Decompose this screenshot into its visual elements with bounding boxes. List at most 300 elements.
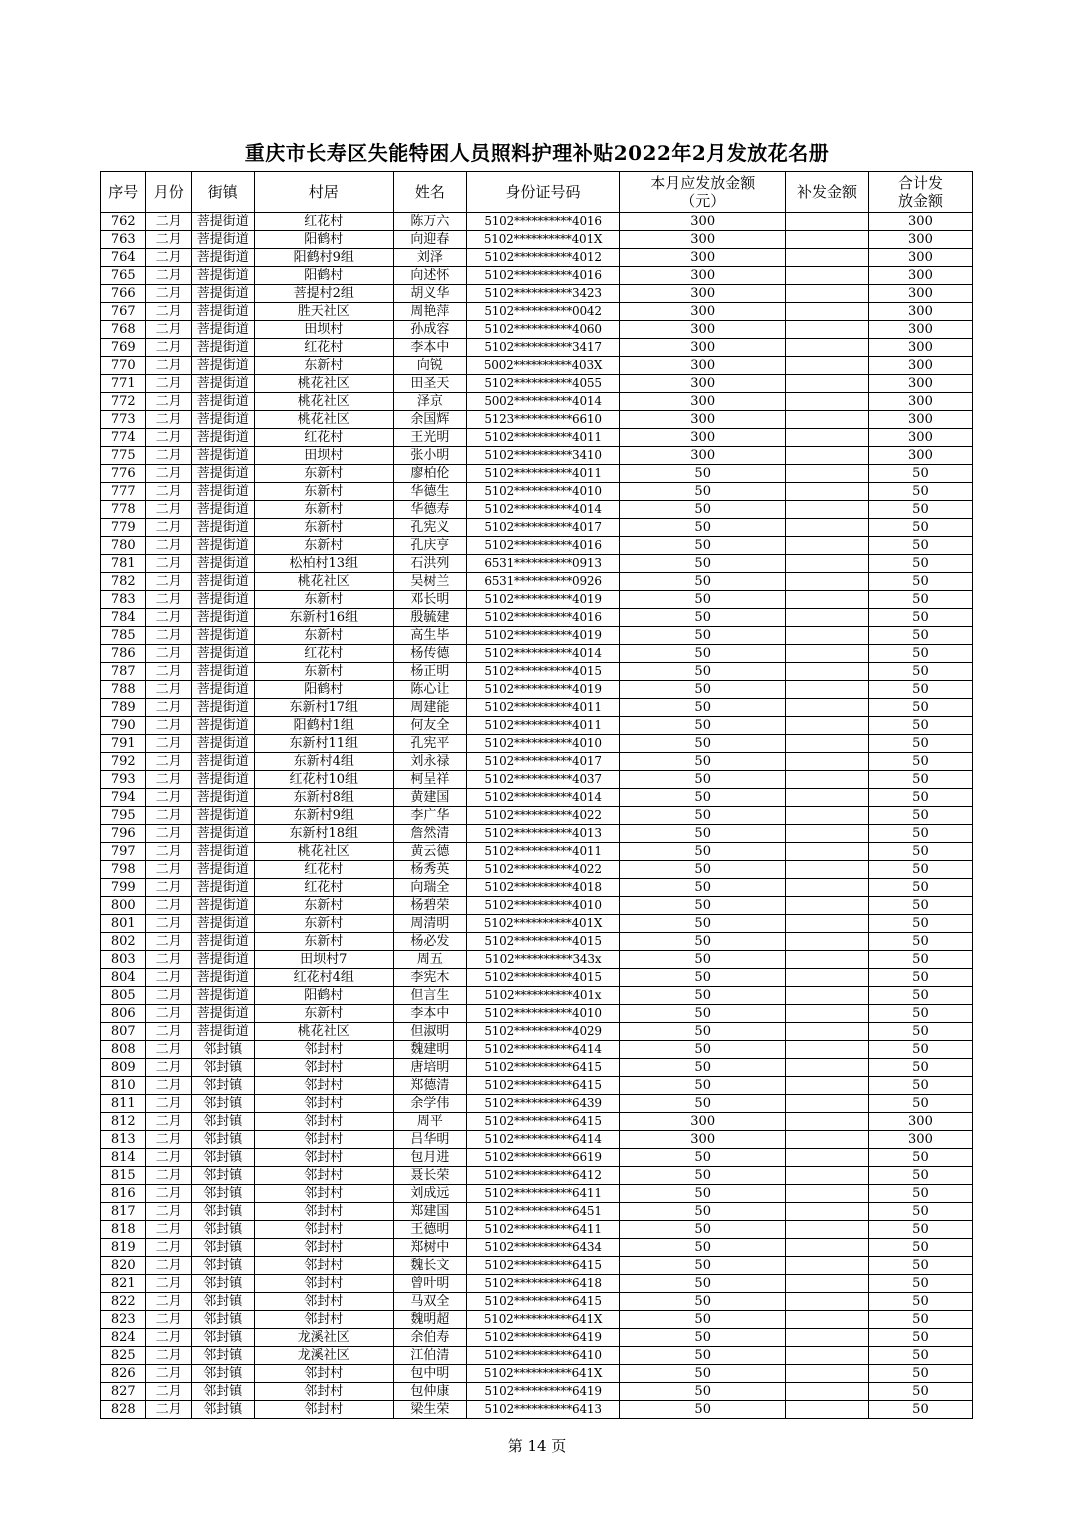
village-cell: 东新村 (254, 501, 393, 519)
name-cell: 胡义华 (394, 285, 467, 303)
total-amount-cell: 50 (868, 987, 972, 1005)
table-row (101, 1347, 973, 1365)
monthly-amount-cell: 50 (620, 483, 786, 501)
month-cell: 二月 (146, 465, 191, 483)
supplement-cell (786, 699, 869, 717)
supplement-cell (786, 213, 869, 231)
monthly-amount-cell: 50 (620, 537, 786, 555)
table-row (101, 807, 973, 825)
monthly-amount-cell: 50 (620, 1329, 786, 1347)
supplement-cell (786, 969, 869, 987)
village-cell: 东新村11组 (254, 735, 393, 753)
serial-cell: 799 (101, 879, 146, 897)
id-number-cell: 5102**********641X (466, 1311, 620, 1329)
table-row (101, 1275, 973, 1293)
table-row (101, 1095, 973, 1113)
village-cell: 阳鹤村9组 (254, 249, 393, 267)
serial-cell: 809 (101, 1059, 146, 1077)
total-amount-cell: 300 (868, 447, 972, 465)
month-cell: 二月 (146, 1041, 191, 1059)
serial-cell: 790 (101, 717, 146, 735)
monthly-amount-cell: 50 (620, 879, 786, 897)
street-cell: 邻封镇 (191, 1131, 254, 1149)
name-cell: 刘永禄 (394, 753, 467, 771)
village-cell: 邻封村 (254, 1113, 393, 1131)
village-cell: 桃花社区 (254, 393, 393, 411)
column-header-name: 姓名 (394, 172, 467, 213)
serial-cell: 824 (101, 1329, 146, 1347)
street-cell: 菩提街道 (191, 951, 254, 969)
monthly-amount-cell: 50 (620, 1149, 786, 1167)
village-cell: 东新村17组 (254, 699, 393, 717)
street-cell: 菩提街道 (191, 609, 254, 627)
village-cell: 东新村 (254, 1005, 393, 1023)
name-cell: 张小明 (394, 447, 467, 465)
street-cell: 菩提街道 (191, 933, 254, 951)
month-cell: 二月 (146, 303, 191, 321)
month-cell: 二月 (146, 825, 191, 843)
village-cell: 邻封村 (254, 1203, 393, 1221)
name-cell: 廖柏伦 (394, 465, 467, 483)
street-cell: 菩提街道 (191, 321, 254, 339)
monthly-amount-cell: 50 (620, 645, 786, 663)
street-cell: 邻封镇 (191, 1347, 254, 1365)
table-row (101, 1131, 973, 1149)
supplement-cell (786, 321, 869, 339)
monthly-amount-cell: 50 (620, 1383, 786, 1401)
supplement-cell (786, 861, 869, 879)
table-row (101, 663, 973, 681)
month-cell: 二月 (146, 753, 191, 771)
serial-cell: 776 (101, 465, 146, 483)
table-row (101, 1077, 973, 1095)
supplement-cell (786, 1365, 869, 1383)
table-row (101, 411, 973, 429)
name-cell: 李宪木 (394, 969, 467, 987)
serial-cell: 772 (101, 393, 146, 411)
id-number-cell: 5002**********403X (466, 357, 620, 375)
serial-cell: 791 (101, 735, 146, 753)
serial-cell: 794 (101, 789, 146, 807)
total-amount-cell: 50 (868, 1401, 972, 1419)
total-amount-cell: 300 (868, 1131, 972, 1149)
supplement-cell (786, 1185, 869, 1203)
supplement-cell (786, 591, 869, 609)
total-amount-cell: 50 (868, 537, 972, 555)
monthly-amount-cell: 50 (620, 717, 786, 735)
id-number-cell: 5102**********4014 (466, 501, 620, 519)
column-header-village: 村居 (254, 172, 393, 213)
street-cell: 菩提街道 (191, 483, 254, 501)
serial-cell: 782 (101, 573, 146, 591)
supplement-cell (786, 645, 869, 663)
name-cell: 孔宪平 (394, 735, 467, 753)
total-amount-cell: 50 (868, 609, 972, 627)
total-amount-cell: 50 (868, 1059, 972, 1077)
table-row (101, 1221, 973, 1239)
serial-cell: 775 (101, 447, 146, 465)
village-cell: 东新村18组 (254, 825, 393, 843)
total-amount-cell: 50 (868, 969, 972, 987)
serial-cell: 764 (101, 249, 146, 267)
monthly-amount-cell: 50 (620, 807, 786, 825)
serial-cell: 762 (101, 213, 146, 231)
village-cell: 东新村 (254, 627, 393, 645)
month-cell: 二月 (146, 1131, 191, 1149)
id-number-cell: 5102**********6419 (466, 1383, 620, 1401)
id-number-cell: 5102**********4017 (466, 519, 620, 537)
table-row (101, 843, 973, 861)
street-cell: 邻封镇 (191, 1167, 254, 1185)
village-cell: 东新村8组 (254, 789, 393, 807)
supplement-cell (786, 267, 869, 285)
serial-cell: 796 (101, 825, 146, 843)
id-number-cell: 5102**********4010 (466, 735, 620, 753)
serial-cell: 774 (101, 429, 146, 447)
serial-cell: 816 (101, 1185, 146, 1203)
name-cell: 郑德清 (394, 1077, 467, 1095)
id-number-cell: 5102**********6410 (466, 1347, 620, 1365)
table-row (101, 303, 973, 321)
total-amount-cell: 50 (868, 1329, 972, 1347)
month-cell: 二月 (146, 789, 191, 807)
serial-cell: 817 (101, 1203, 146, 1221)
total-amount-cell: 50 (868, 1005, 972, 1023)
village-cell: 东新村 (254, 483, 393, 501)
id-number-cell: 5102**********4016 (466, 609, 620, 627)
supplement-cell (786, 1149, 869, 1167)
monthly-amount-cell: 50 (620, 591, 786, 609)
total-amount-cell: 300 (868, 393, 972, 411)
street-cell: 菩提街道 (191, 501, 254, 519)
name-cell: 但淑明 (394, 1023, 467, 1041)
village-cell: 邻封村 (254, 1239, 393, 1257)
table-row (101, 591, 973, 609)
month-cell: 二月 (146, 285, 191, 303)
table-row (101, 771, 973, 789)
serial-cell: 783 (101, 591, 146, 609)
id-number-cell: 5102**********4011 (466, 843, 620, 861)
column-header-monthly-amount: 本月应发放金额（元） (620, 172, 786, 213)
id-number-cell: 5102**********3423 (466, 285, 620, 303)
street-cell: 菩提街道 (191, 915, 254, 933)
month-cell: 二月 (146, 357, 191, 375)
supplement-cell (786, 573, 869, 591)
name-cell: 梁生荣 (394, 1401, 467, 1419)
total-amount-cell: 300 (868, 1113, 972, 1131)
village-cell: 邻封村 (254, 1275, 393, 1293)
month-cell: 二月 (146, 1257, 191, 1275)
supplement-cell (786, 771, 869, 789)
monthly-amount-cell: 50 (620, 609, 786, 627)
id-number-cell: 5102**********4019 (466, 627, 620, 645)
total-amount-cell: 50 (868, 1077, 972, 1095)
supplement-cell (786, 933, 869, 951)
village-cell: 邻封村 (254, 1131, 393, 1149)
name-cell: 唐培明 (394, 1059, 467, 1077)
serial-cell: 784 (101, 609, 146, 627)
total-amount-cell: 300 (868, 231, 972, 249)
village-cell: 东新村16组 (254, 609, 393, 627)
id-number-cell: 5102**********4011 (466, 699, 620, 717)
village-cell: 邻封村 (254, 1167, 393, 1185)
column-header-total-amount: 合计发放金额 (868, 172, 972, 213)
serial-cell: 778 (101, 501, 146, 519)
id-number-cell: 5102**********6415 (466, 1077, 620, 1095)
id-number-cell: 5102**********6414 (466, 1131, 620, 1149)
street-cell: 邻封镇 (191, 1311, 254, 1329)
total-amount-cell: 50 (868, 573, 972, 591)
month-cell: 二月 (146, 933, 191, 951)
month-cell: 二月 (146, 213, 191, 231)
total-amount-cell: 300 (868, 339, 972, 357)
village-cell: 东新村 (254, 465, 393, 483)
supplement-cell (786, 249, 869, 267)
monthly-amount-cell: 300 (620, 375, 786, 393)
table-row (101, 825, 973, 843)
id-number-cell: 5102**********6415 (466, 1113, 620, 1131)
monthly-amount-cell: 50 (620, 663, 786, 681)
supplement-cell (786, 1401, 869, 1419)
supplement-cell (786, 1059, 869, 1077)
name-cell: 聂长荣 (394, 1167, 467, 1185)
serial-cell: 812 (101, 1113, 146, 1131)
village-cell: 胜天社区 (254, 303, 393, 321)
village-cell: 东新村 (254, 933, 393, 951)
supplement-cell (786, 663, 869, 681)
table-row (101, 735, 973, 753)
total-amount-cell: 300 (868, 357, 972, 375)
name-cell: 向述怀 (394, 267, 467, 285)
monthly-amount-cell: 300 (620, 285, 786, 303)
total-amount-cell: 50 (868, 1365, 972, 1383)
table-row (101, 249, 973, 267)
name-cell: 向锐 (394, 357, 467, 375)
serial-cell: 763 (101, 231, 146, 249)
serial-cell: 828 (101, 1401, 146, 1419)
monthly-amount-cell: 300 (620, 1131, 786, 1149)
id-number-cell: 5102**********4016 (466, 267, 620, 285)
supplement-cell (786, 609, 869, 627)
supplement-cell (786, 375, 869, 393)
month-cell: 二月 (146, 429, 191, 447)
table-body (101, 213, 973, 1419)
total-amount-cell: 50 (868, 771, 972, 789)
month-cell: 二月 (146, 411, 191, 429)
total-amount-cell: 50 (868, 501, 972, 519)
month-cell: 二月 (146, 501, 191, 519)
serial-cell: 773 (101, 411, 146, 429)
table-row (101, 789, 973, 807)
month-cell: 二月 (146, 897, 191, 915)
street-cell: 邻封镇 (191, 1401, 254, 1419)
supplement-cell (786, 555, 869, 573)
table-row (101, 393, 973, 411)
serial-cell: 780 (101, 537, 146, 555)
total-amount-cell: 50 (868, 663, 972, 681)
name-cell: 周五 (394, 951, 467, 969)
supplement-cell (786, 735, 869, 753)
table-row (101, 555, 973, 573)
total-amount-cell: 50 (868, 519, 972, 537)
monthly-amount-cell: 50 (620, 1023, 786, 1041)
village-cell: 邻封村 (254, 1383, 393, 1401)
village-cell: 桃花社区 (254, 573, 393, 591)
monthly-amount-cell: 50 (620, 789, 786, 807)
street-cell: 菩提街道 (191, 375, 254, 393)
id-number-cell: 5102**********4018 (466, 879, 620, 897)
supplement-cell (786, 627, 869, 645)
month-cell: 二月 (146, 1149, 191, 1167)
month-cell: 二月 (146, 879, 191, 897)
id-number-cell: 5102**********4014 (466, 645, 620, 663)
monthly-amount-cell: 50 (620, 1095, 786, 1113)
name-cell: 周平 (394, 1113, 467, 1131)
id-number-cell: 5102**********4022 (466, 807, 620, 825)
street-cell: 菩提街道 (191, 393, 254, 411)
table-row (101, 753, 973, 771)
monthly-amount-cell: 300 (620, 357, 786, 375)
month-cell: 二月 (146, 1275, 191, 1293)
table-row (101, 933, 973, 951)
serial-cell: 768 (101, 321, 146, 339)
serial-cell: 811 (101, 1095, 146, 1113)
street-cell: 菩提街道 (191, 1005, 254, 1023)
serial-cell: 821 (101, 1275, 146, 1293)
month-cell: 二月 (146, 681, 191, 699)
street-cell: 菩提街道 (191, 789, 254, 807)
month-cell: 二月 (146, 1221, 191, 1239)
name-cell: 包中明 (394, 1365, 467, 1383)
month-cell: 二月 (146, 1113, 191, 1131)
street-cell: 菩提街道 (191, 465, 254, 483)
total-amount-cell: 50 (868, 879, 972, 897)
monthly-amount-cell: 300 (620, 267, 786, 285)
serial-cell: 822 (101, 1293, 146, 1311)
monthly-amount-cell: 50 (620, 555, 786, 573)
id-number-cell: 5102**********343x (466, 951, 620, 969)
supplement-cell (786, 1077, 869, 1095)
monthly-amount-cell: 50 (620, 915, 786, 933)
village-cell: 东新村 (254, 915, 393, 933)
name-cell: 高生毕 (394, 627, 467, 645)
month-cell: 二月 (146, 807, 191, 825)
monthly-amount-cell: 50 (620, 1059, 786, 1077)
supplement-cell (786, 1239, 869, 1257)
serial-cell: 808 (101, 1041, 146, 1059)
total-amount-cell: 50 (868, 483, 972, 501)
supplement-cell (786, 429, 869, 447)
village-cell: 桃花社区 (254, 843, 393, 861)
supplement-cell (786, 1383, 869, 1401)
table-header-row (101, 172, 973, 213)
month-cell: 二月 (146, 555, 191, 573)
month-cell: 二月 (146, 1383, 191, 1401)
village-cell: 红花村4组 (254, 969, 393, 987)
id-number-cell: 5102**********4029 (466, 1023, 620, 1041)
month-cell: 二月 (146, 735, 191, 753)
monthly-amount-cell: 50 (620, 969, 786, 987)
supplement-cell (786, 825, 869, 843)
name-cell: 杨碧荣 (394, 897, 467, 915)
monthly-amount-cell: 50 (620, 681, 786, 699)
table-row (101, 1167, 973, 1185)
month-cell: 二月 (146, 969, 191, 987)
name-cell: 石洪列 (394, 555, 467, 573)
serial-cell: 766 (101, 285, 146, 303)
supplement-cell (786, 1257, 869, 1275)
total-amount-cell: 50 (868, 1347, 972, 1365)
id-number-cell: 5102**********6415 (466, 1293, 620, 1311)
id-number-cell: 5102**********4019 (466, 681, 620, 699)
village-cell: 红花村 (254, 213, 393, 231)
table-row (101, 1293, 973, 1311)
name-cell: 杨正明 (394, 663, 467, 681)
supplement-cell (786, 1347, 869, 1365)
table-row (101, 897, 973, 915)
total-amount-cell: 50 (868, 789, 972, 807)
id-number-cell: 6531**********0913 (466, 555, 620, 573)
monthly-amount-cell: 50 (620, 519, 786, 537)
monthly-amount-cell: 300 (620, 1113, 786, 1131)
street-cell: 菩提街道 (191, 429, 254, 447)
street-cell: 邻封镇 (191, 1185, 254, 1203)
monthly-amount-cell: 50 (620, 987, 786, 1005)
street-cell: 菩提街道 (191, 771, 254, 789)
supplement-cell (786, 807, 869, 825)
total-amount-cell: 50 (868, 645, 972, 663)
id-number-cell: 5002**********4014 (466, 393, 620, 411)
monthly-amount-cell: 50 (620, 753, 786, 771)
street-cell: 菩提街道 (191, 339, 254, 357)
name-cell: 黄云德 (394, 843, 467, 861)
id-number-cell: 5102**********0042 (466, 303, 620, 321)
total-amount-cell: 50 (868, 1041, 972, 1059)
village-cell: 东新村 (254, 357, 393, 375)
month-cell: 二月 (146, 1167, 191, 1185)
monthly-amount-cell: 50 (620, 1401, 786, 1419)
name-cell: 黄建国 (394, 789, 467, 807)
serial-cell: 818 (101, 1221, 146, 1239)
table-row (101, 483, 973, 501)
name-cell: 华德寿 (394, 501, 467, 519)
serial-cell: 813 (101, 1131, 146, 1149)
supplement-cell (786, 483, 869, 501)
month-cell: 二月 (146, 717, 191, 735)
street-cell: 菩提街道 (191, 807, 254, 825)
total-amount-cell: 50 (868, 897, 972, 915)
supplement-cell (786, 1275, 869, 1293)
monthly-amount-cell: 50 (620, 501, 786, 519)
serial-cell: 814 (101, 1149, 146, 1167)
village-cell: 田坝村 (254, 321, 393, 339)
serial-cell: 800 (101, 897, 146, 915)
month-cell: 二月 (146, 1239, 191, 1257)
street-cell: 邻封镇 (191, 1113, 254, 1131)
id-number-cell: 5102**********6415 (466, 1059, 620, 1077)
monthly-amount-cell: 50 (620, 825, 786, 843)
village-cell: 阳鹤村 (254, 681, 393, 699)
serial-cell: 792 (101, 753, 146, 771)
street-cell: 菩提街道 (191, 879, 254, 897)
name-cell: 杨传德 (394, 645, 467, 663)
total-amount-cell: 50 (868, 825, 972, 843)
name-cell: 郑建国 (394, 1203, 467, 1221)
street-cell: 菩提街道 (191, 699, 254, 717)
month-cell: 二月 (146, 1329, 191, 1347)
table-row (101, 1059, 973, 1077)
month-cell: 二月 (146, 1347, 191, 1365)
